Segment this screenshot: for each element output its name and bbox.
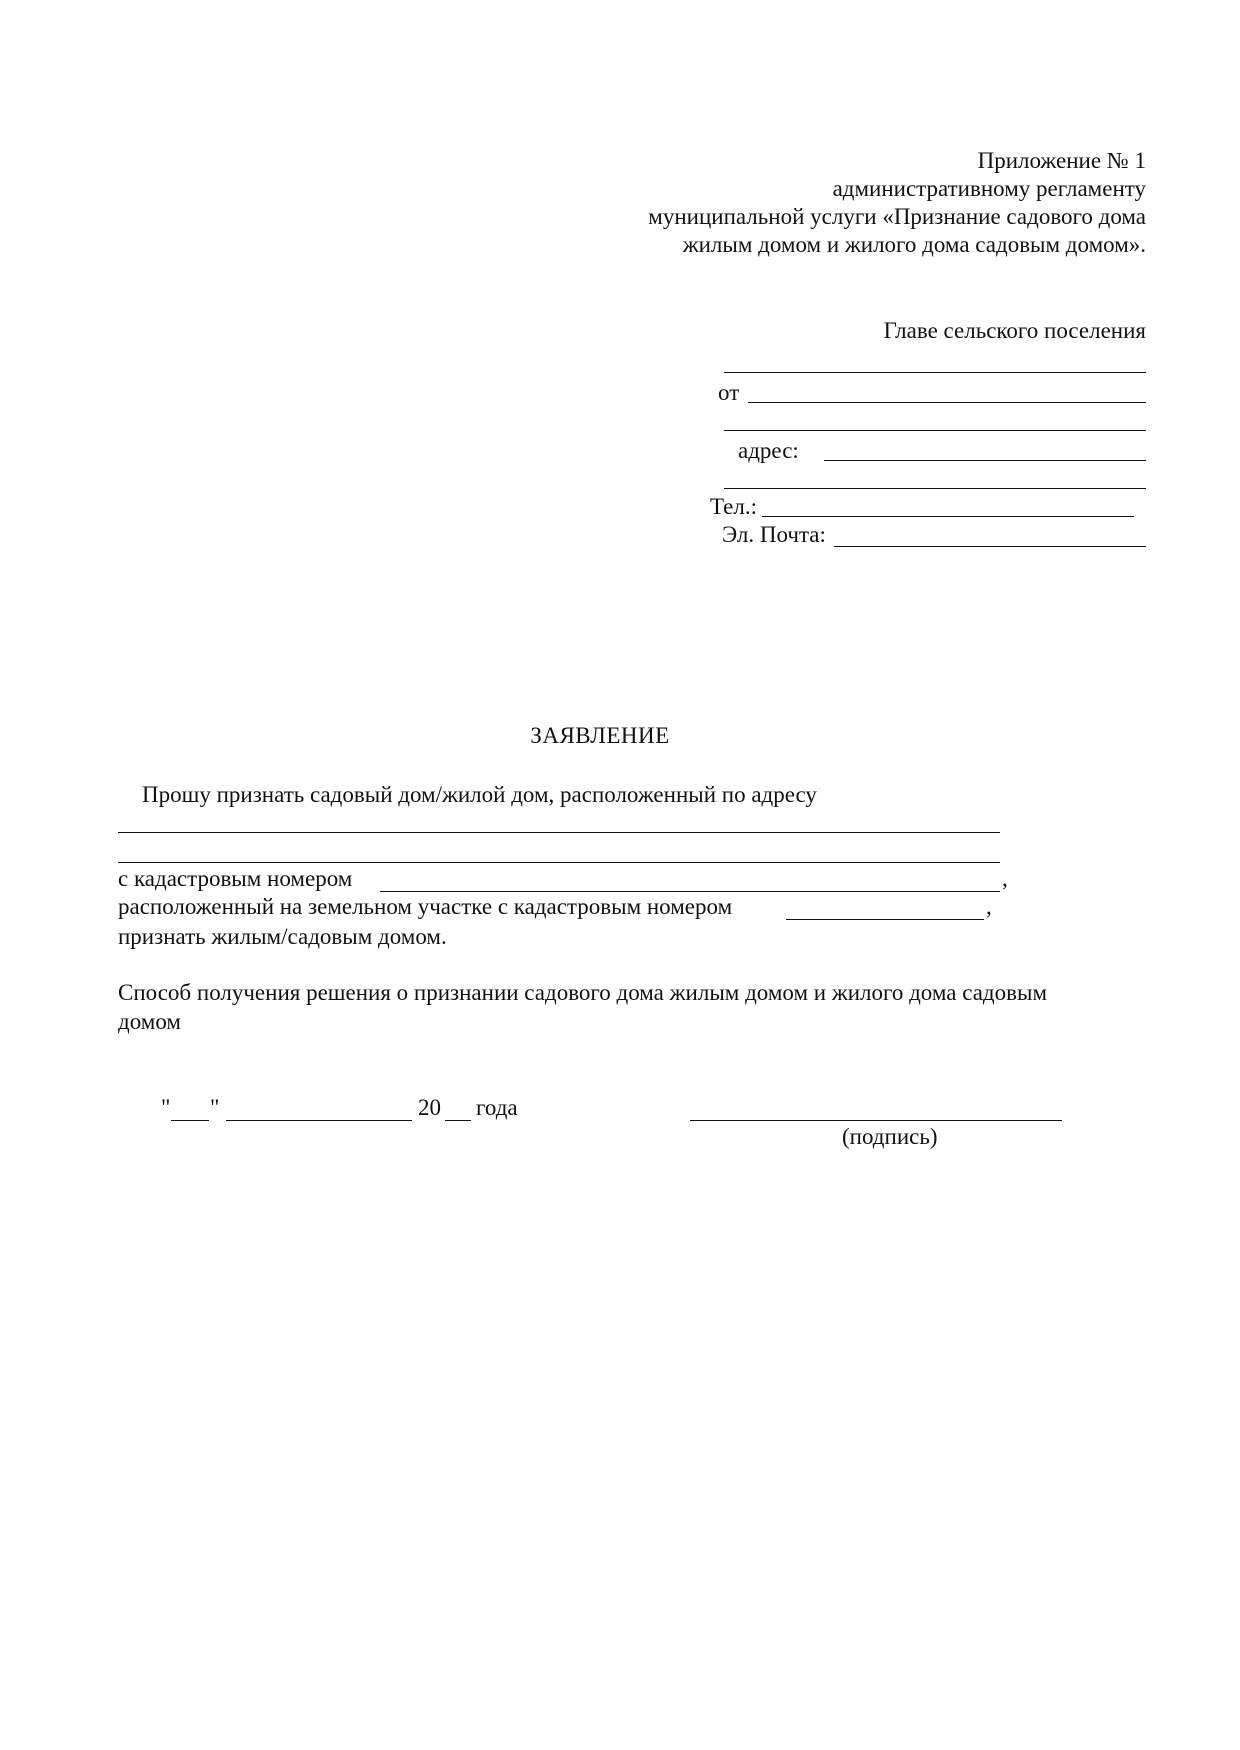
land-plot-comma: , [986,894,992,919]
land-plot-label: расположенный на земельном участке с кадастровым номером [118,894,733,919]
house-address-field-1[interactable] [118,832,1000,833]
phone-label: Тел.: [710,494,757,519]
signature-caption: (подпись) [842,1124,938,1149]
quote-open: " [161,1095,171,1120]
appendix-line-1: Приложение № 1 [977,148,1146,173]
method-text-line-2: домом [118,1009,181,1034]
appendix-line-2: административному регламенту [832,176,1146,201]
from-field[interactable] [748,402,1146,403]
appendix-line-3: муниципальной услуги «Признание садового дома [648,204,1146,229]
address-field-continued[interactable] [724,488,1146,489]
request-text: Прошу признать садовый дом/жилой дом, расположенный по адресу [142,782,817,807]
address-field[interactable] [824,460,1146,461]
month-field[interactable] [226,1120,412,1121]
addressee-to: Главе сельского поселения [883,318,1146,343]
year-suffix: года [476,1095,518,1120]
document-title: ЗАЯВЛЕНИЕ [530,723,670,748]
appendix-line-4: жилым домом и жилого дома садовым домом». [682,232,1146,257]
email-field[interactable] [834,546,1146,547]
cadastral-label: с кадастровым номером [118,866,353,891]
conclusion-text: признать жилым/садовым домом. [118,924,447,949]
quote-close: " [210,1095,220,1120]
house-address-field-2[interactable] [118,862,1000,863]
phone-field[interactable] [762,516,1134,517]
signature-field[interactable] [690,1120,1062,1121]
method-text-line-1: Способ получения решения о признании садового дома жилым домом и жилого дома садовым [118,980,1047,1005]
year-field[interactable] [445,1120,471,1121]
from-field-continued[interactable] [724,430,1146,431]
day-field[interactable] [171,1120,209,1121]
addressee-name-field[interactable] [724,372,1146,373]
email-label: Эл. Почта: [722,522,826,547]
cadastral-comma: , [1002,866,1008,891]
land-plot-cadastral-field[interactable] [786,919,984,920]
address-label: адрес: [738,438,799,463]
cadastral-number-field[interactable] [380,891,1000,892]
year-prefix: 20 [418,1095,441,1120]
from-label: от [718,380,740,405]
